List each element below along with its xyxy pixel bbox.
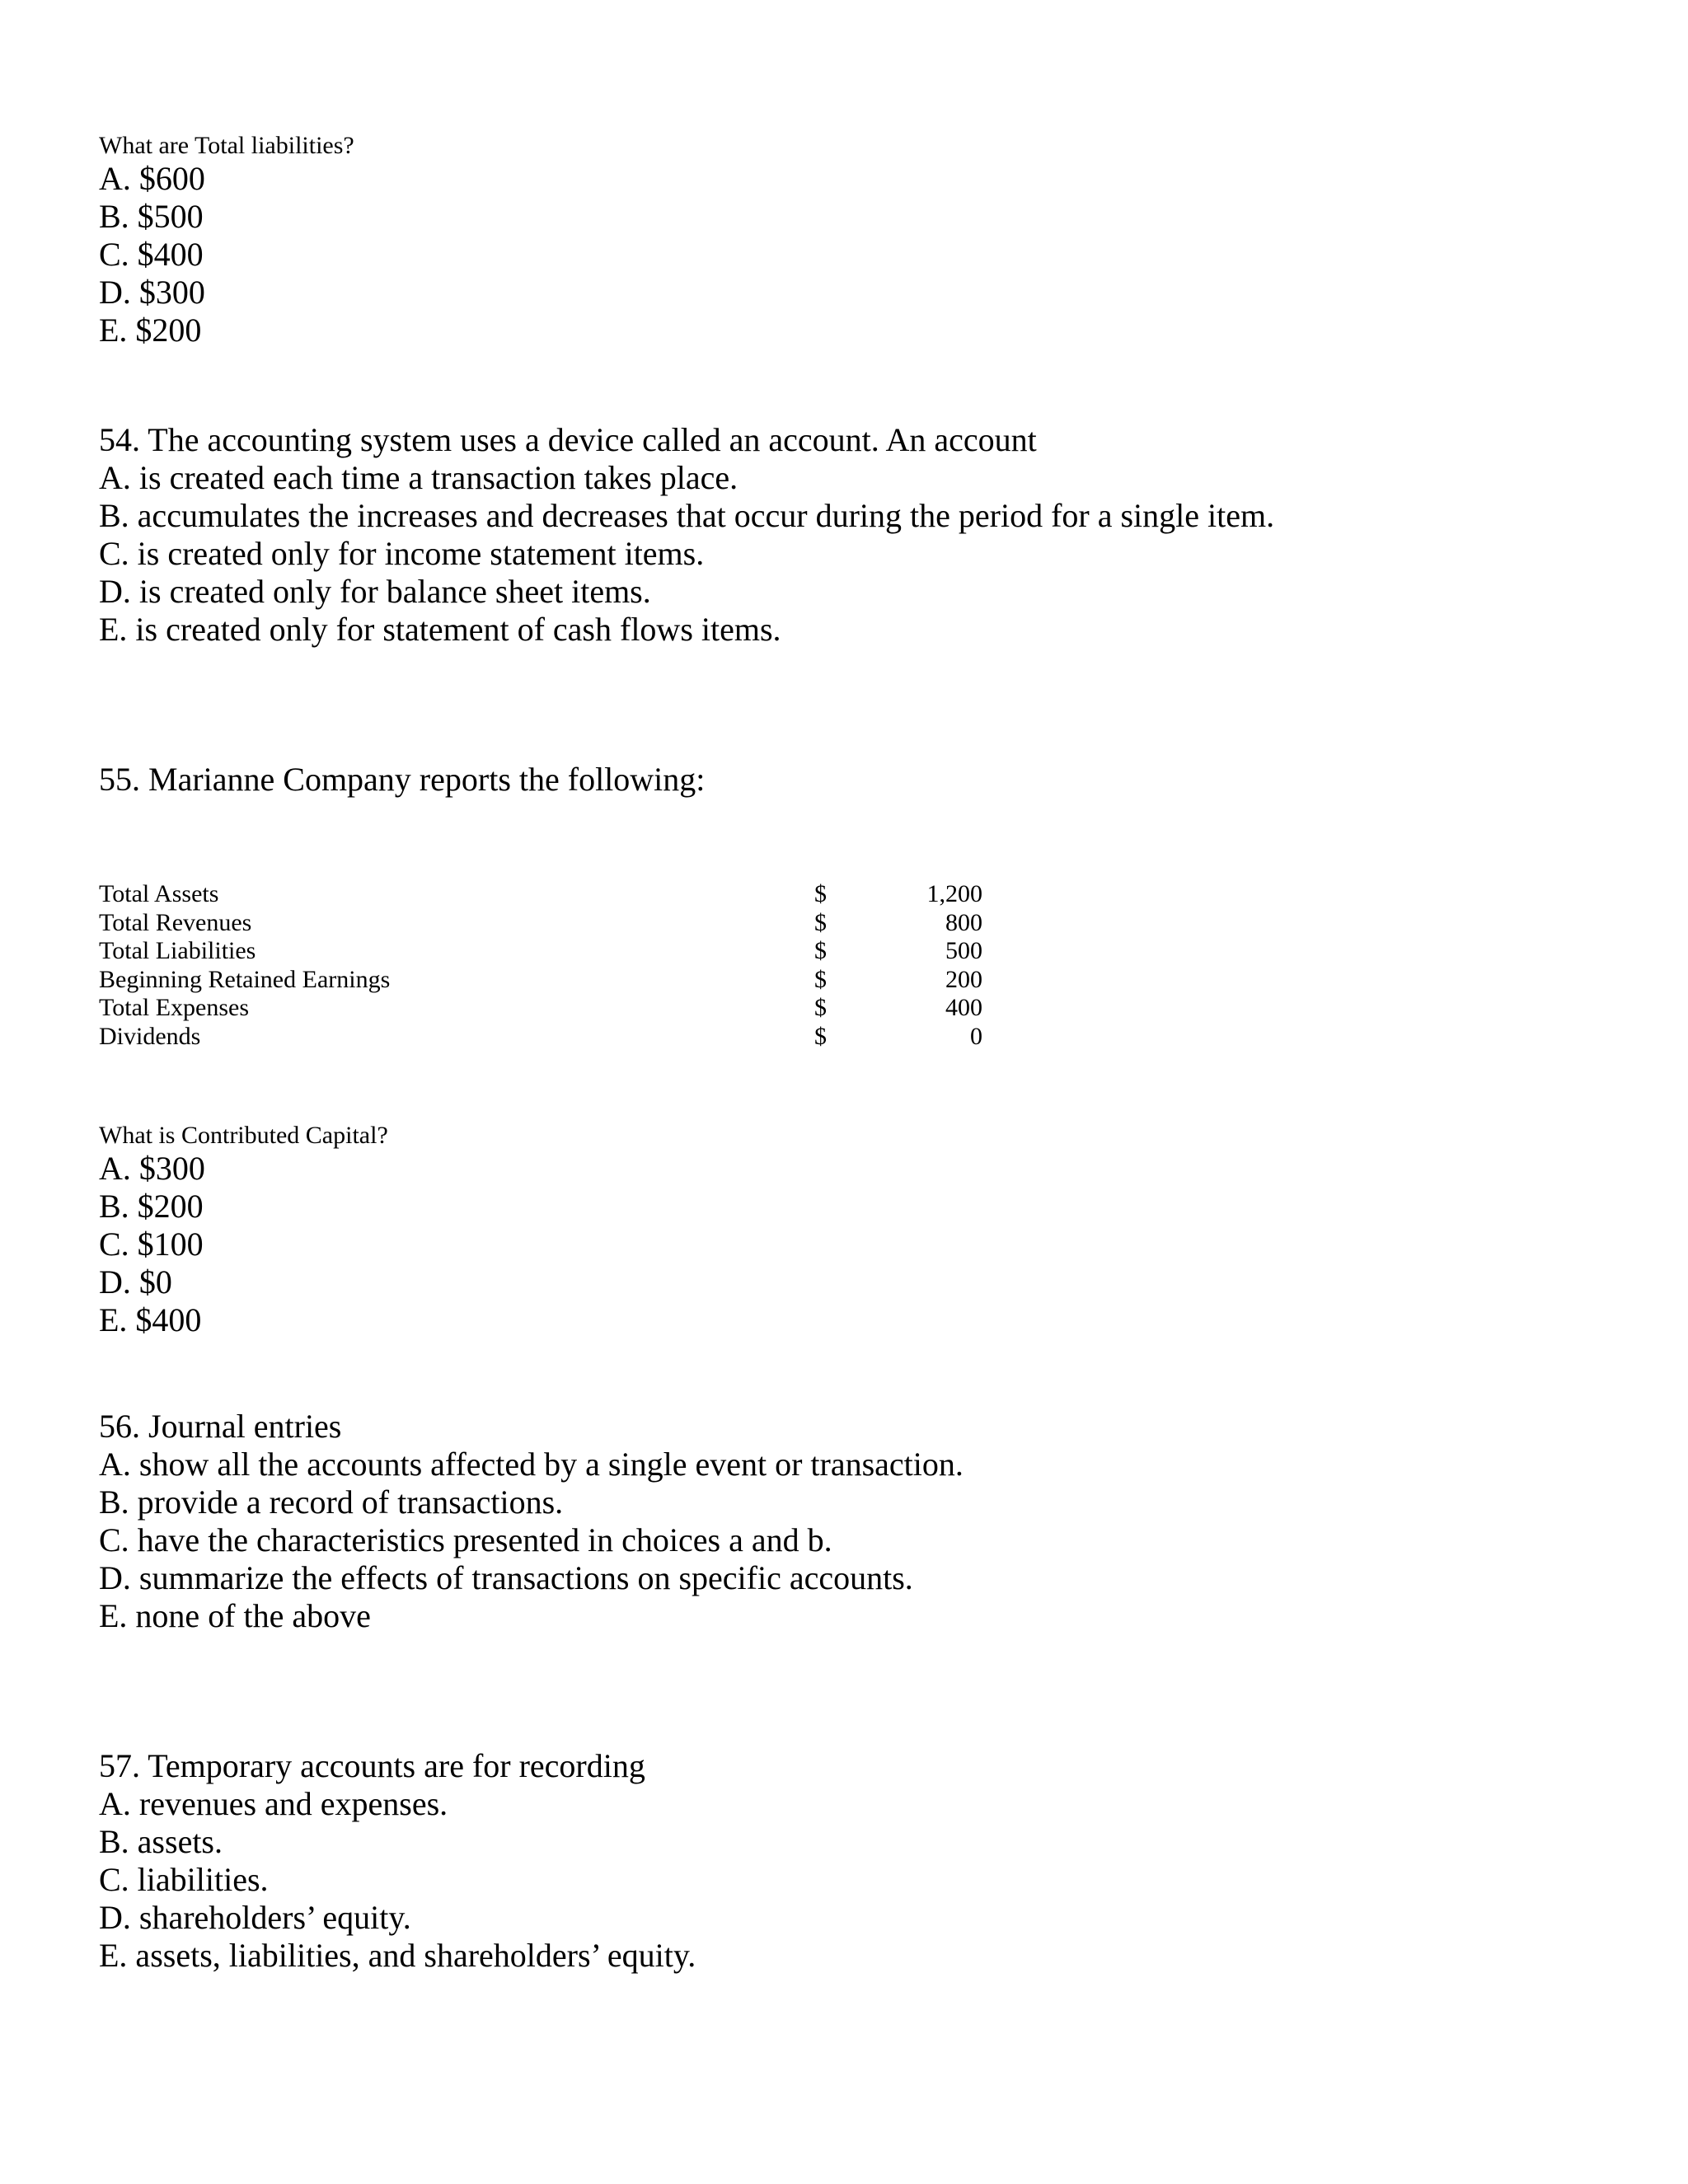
question-56-section — [99, 1408, 964, 1635]
row-label: Beginning Retained Earnings — [99, 965, 391, 993]
row-currency: $ — [814, 965, 827, 993]
row-amount: 400 — [945, 994, 982, 1021]
question-55-intro: 55. Marianne Company reports the following: — [99, 761, 706, 798]
row-currency: $ — [814, 880, 827, 907]
option-d: D. $0 — [99, 1263, 172, 1301]
row-label: Total Revenues — [99, 908, 252, 936]
option-a: A. $300 — [99, 1150, 205, 1187]
option-d: D. shareholders’ equity. — [99, 1899, 411, 1936]
option-b: B. accumulates the increases and decreases that occur during the period for a single item. — [99, 497, 1275, 534]
question-53-prompt: What are Total liabilities? — [99, 132, 354, 159]
row-currency: $ — [814, 1022, 827, 1050]
option-b: B. $500 — [99, 198, 204, 235]
option-d: D. $300 — [99, 274, 205, 311]
question-54-section — [99, 421, 1274, 649]
question-57-section — [99, 1747, 696, 1975]
row-currency: $ — [814, 937, 827, 964]
row-label: Total Assets — [99, 880, 219, 907]
option-c: C. have the characteristics presented in choices a and b. — [99, 1521, 832, 1558]
question-56-prompt: 56. Journal entries — [99, 1408, 342, 1445]
option-a: A. show all the accounts affected by a single event or transaction. — [99, 1446, 964, 1483]
row-label: Total Expenses — [99, 994, 250, 1021]
option-a: A. $600 — [99, 160, 205, 197]
row-amount: 500 — [945, 937, 982, 964]
row-amount: 800 — [945, 908, 982, 936]
row-amount: 0 — [970, 1022, 982, 1050]
row-currency: $ — [814, 908, 827, 936]
table-row — [99, 880, 982, 909]
row-amount: 1,200 — [926, 880, 982, 907]
financial-data-table — [99, 880, 982, 1051]
table-row — [99, 965, 982, 995]
table-row — [99, 908, 982, 938]
row-amount: 200 — [945, 965, 982, 993]
table-row — [99, 937, 982, 966]
option-e: E. assets, liabilities, and shareholders’ equity. — [99, 1937, 696, 1974]
option-b: B. $200 — [99, 1188, 204, 1225]
option-e: E. none of the above — [99, 1597, 371, 1634]
row-currency: $ — [814, 994, 827, 1021]
option-e: E. is created only for statement of cash flows items. — [99, 611, 781, 648]
option-e: E. $200 — [99, 312, 202, 349]
question-55-options — [99, 1150, 388, 1339]
question-53-options — [99, 160, 354, 349]
option-d: D. summarize the effects of transactions on specific accounts. — [99, 1559, 913, 1596]
option-b: B. provide a record of transactions. — [99, 1483, 564, 1521]
question-55-prompt: What is Contributed Capital? — [99, 1122, 388, 1149]
row-label: Total Liabilities — [99, 937, 256, 964]
question-54-prompt: 54. The accounting system uses a device called an account. An account — [99, 421, 1037, 458]
option-e: E. $400 — [99, 1301, 202, 1338]
row-label: Dividends — [99, 1022, 201, 1050]
table-row — [99, 1022, 982, 1052]
option-d: D. is created only for balance sheet items. — [99, 573, 651, 610]
option-c: C. $400 — [99, 236, 204, 273]
option-c: C. liabilities. — [99, 1861, 269, 1898]
option-b: B. assets. — [99, 1823, 223, 1860]
option-a: A. is created each time a transaction takes place. — [99, 459, 738, 496]
option-c: C. is created only for income statement items. — [99, 535, 705, 572]
option-a: A. revenues and expenses. — [99, 1785, 448, 1822]
option-c: C. $100 — [99, 1226, 204, 1263]
question-57-prompt: 57. Temporary accounts are for recording — [99, 1747, 645, 1784]
question-55-section — [99, 1122, 388, 1339]
table-row — [99, 994, 982, 1023]
question-53-section — [99, 132, 354, 349]
